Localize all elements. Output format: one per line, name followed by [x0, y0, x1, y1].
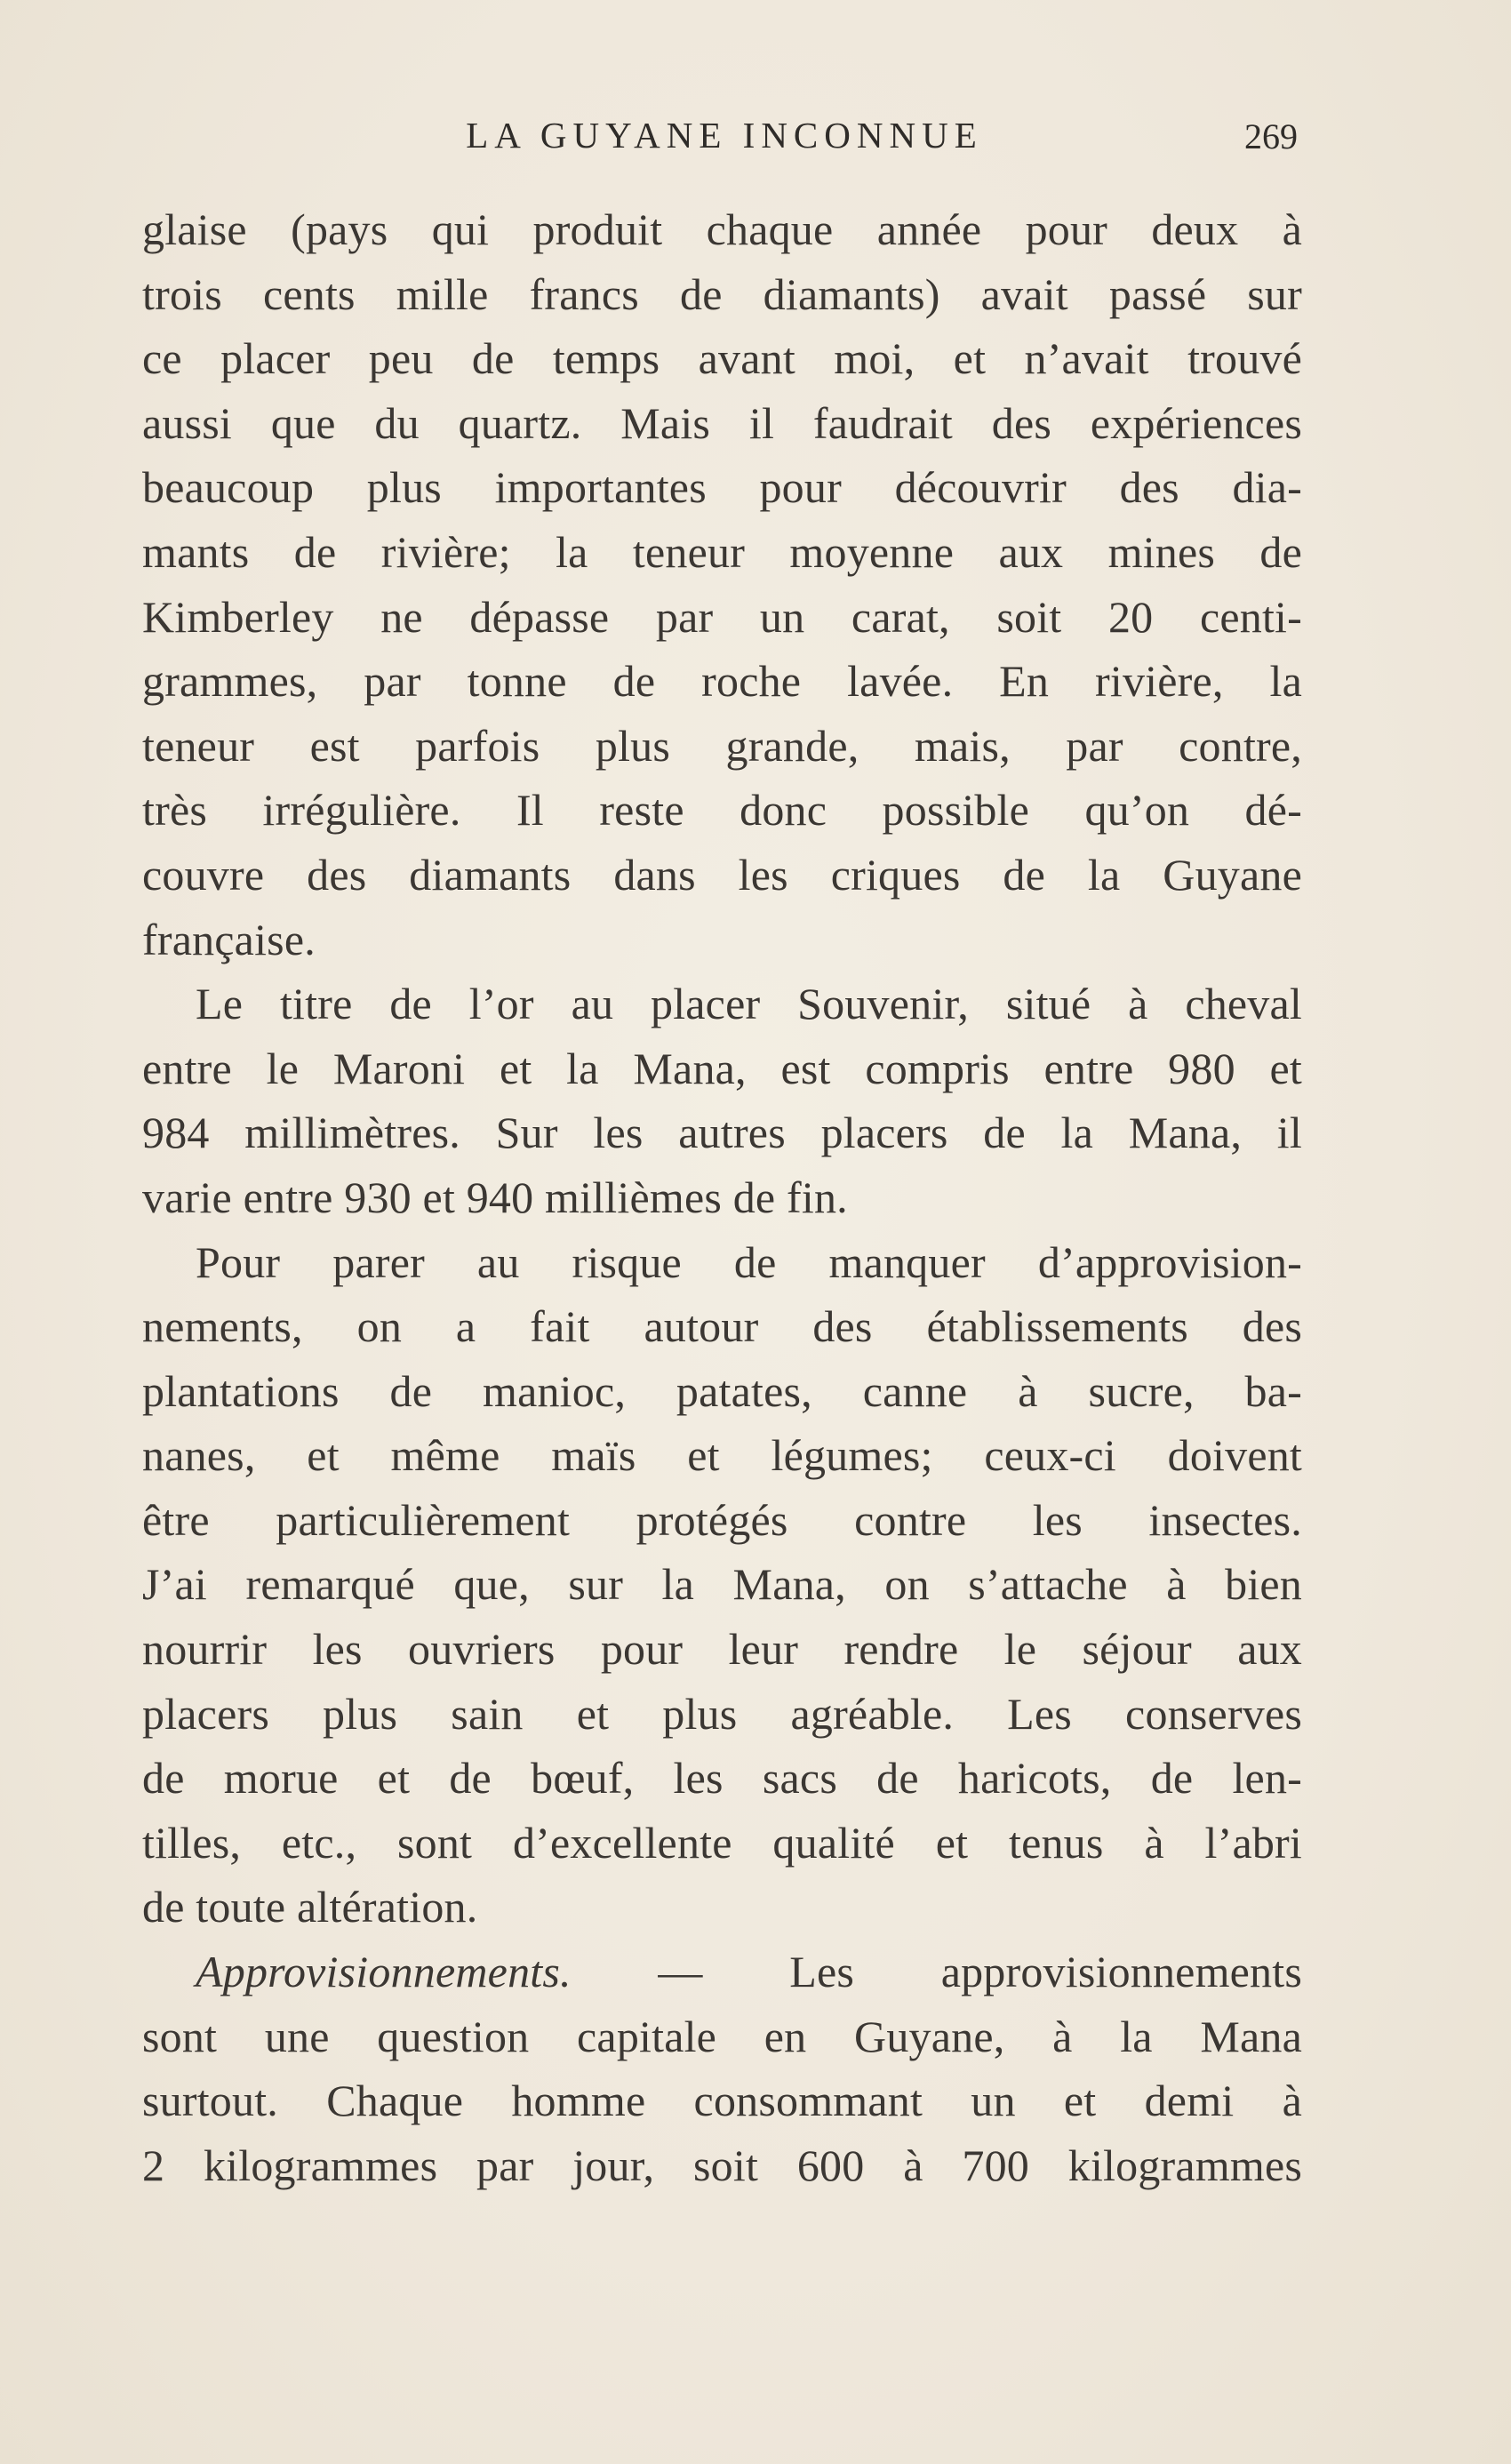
text-line: nements, on a fait autour des établissements des	[142, 1301, 1302, 1352]
text-line: mants de rivière; la teneur moyenne aux mines de	[142, 526, 1302, 577]
text-line: de toute altération.	[142, 1882, 478, 1932]
text-line: trois cents mille francs de diamants) avait passé sur	[142, 268, 1302, 319]
running-title: LA GUYANE INCONNUE	[466, 115, 983, 156]
text-line: varie entre 930 et 940 millièmes de fin.	[142, 1172, 848, 1222]
text-line: glaise (pays qui produit chaque année pour deux à	[142, 204, 1302, 254]
page-header	[151, 114, 1298, 167]
body-text	[142, 197, 1302, 2197]
text-line: aussi que du quartz. Mais il faudrait des expériences	[142, 397, 1302, 448]
page-number: 269	[1244, 116, 1298, 156]
text-line: placers plus sain et plus agréable. Les conserves	[142, 1688, 1302, 1739]
text-line: beaucoup plus importantes pour découvrir des dia-	[142, 462, 1302, 513]
text-line: française.	[142, 914, 316, 964]
text-line: tilles, etc., sont d’excellente qualité et tenus à l’abri	[142, 1817, 1302, 1868]
text-line: couvre des diamants dans les criques de la Guyane	[142, 849, 1302, 900]
text-line: Pour parer au risque de manquer d’approvision-	[196, 1236, 1302, 1287]
text-line: être particulièrement protégés contre les insectes.	[142, 1494, 1302, 1545]
text-line: Le titre de l’or au placer Souvenir, situé à cheval	[196, 979, 1302, 1029]
text-line: 984 millimètres. Sur les autres placers de la Mana, il	[142, 1108, 1302, 1158]
text-line	[142, 1940, 1302, 2004]
text-line-rest: — Les approvisionnements	[658, 1947, 1302, 1997]
text-line: plantations de manioc, patates, canne à sucre, ba-	[142, 1365, 1302, 1416]
section-heading: Approvisionnements.	[196, 1947, 572, 1997]
text-line: entre le Maroni et la Mana, est compris entre 980 et	[142, 1043, 1302, 1093]
text-line: très irrégulière. Il reste donc possible qu’on dé-	[142, 785, 1302, 836]
text-line: surtout. Chaque homme consommant un et demi à	[142, 2076, 1302, 2126]
text-line: teneur est parfois plus grande, mais, par contre,	[142, 720, 1302, 771]
text-line: nourrir les ouvriers pour leur rendre le séjour aux	[142, 1624, 1302, 1675]
text-line: grammes, par tonne de roche lavée. En rivière, la	[142, 656, 1302, 707]
text-line: J’ai remarqué que, sur la Mana, on s’attache à bien	[142, 1559, 1302, 1610]
text-line: sont une question capitale en Guyane, à la Mana	[142, 2011, 1302, 2061]
text-line: Kimberley ne dépasse par un carat, soit 20 centi-	[142, 591, 1302, 642]
text-line: nanes, et même maïs et légumes; ceux-ci doivent	[142, 1430, 1302, 1481]
text-line: de morue et de bœuf, les sacs de haricots, de len-	[142, 1753, 1302, 1804]
text-line: ce placer peu de temps avant moi, et n’avait trouvé	[142, 333, 1302, 384]
text-line: 2 kilogrammes par jour, soit 600 à 700 kilogrammes	[142, 2140, 1302, 2190]
